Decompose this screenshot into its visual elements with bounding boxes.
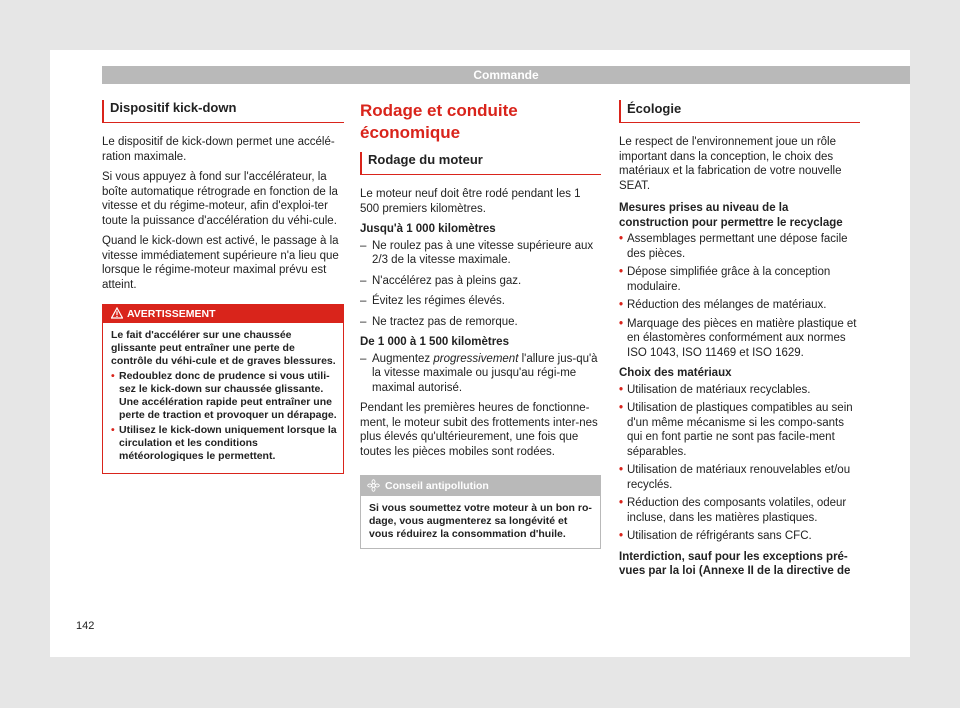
warning-item: • Utilisez le kick-down uniquement lorsque la circulation et les conditions météorologiques le permettent. [111, 424, 337, 463]
list-item: • Utilisation de réfrigérants sans CFC. [619, 529, 860, 544]
warning-body [103, 323, 343, 473]
heading-ecologie: Écologie [619, 100, 860, 123]
section-title-rodage: Rodage et conduite économique [360, 101, 518, 142]
list-item: • Réduction des mélanges de matériaux. [619, 298, 860, 313]
list-item: • Assemblages permettant une dépose facile des pièces. [619, 232, 860, 261]
list-item: – Évitez les régimes élevés. [360, 294, 601, 309]
manual-page [50, 50, 910, 657]
column-kick-down [102, 100, 344, 474]
paragraph: Le dispositif de kick-down permet une accélé-ration maximale. [102, 136, 335, 163]
warning-intro: Le fait d'accélérer sur une chaussée glissante peut entraîner une perte de contrôle du véhi-cule et de graves blessures. [111, 329, 336, 367]
list-item: • Réduction des composants volatiles, odeur incluse, dans les matières plastiques. [619, 496, 860, 525]
list-item-emphasis: progressivement [433, 352, 519, 365]
eco-tip-title: Conseil antipollution [385, 480, 489, 492]
warning-triangle-icon [111, 307, 123, 319]
paragraph: Si vous appuyez à fond sur l'accélérateur, la boîte automatique rétrograde en fonction de la vitesse et du régime-moteur, afin d'exploi-ter toute la puissance d'accélération du véhi-cule. [102, 171, 338, 227]
subheading: Mesures prises au niveau de la construction pour permettre le recyclage [619, 202, 843, 229]
paragraph: Le respect de l'environnement joue un rôle important dans la conception, le choix des matériaux et la fabrication de votre nouvelle SEAT. [619, 136, 842, 192]
warning-item: • Redoublez donc de prudence si vous utili-sez le kick-down sur chaussée glissante. Une accélération rapide peut entraîner une perte de traction et provoquer un dérapage. [111, 370, 337, 422]
warning-box [102, 304, 344, 474]
subheading: Jusqu'à 1 000 kilomètres [360, 223, 496, 235]
page-number: 142 [76, 620, 95, 632]
section-header: Commande [102, 66, 910, 84]
heading-rodage-moteur: Rodage du moteur [360, 152, 601, 175]
list-item: • Dépose simplifiée grâce à la conception modulaire. [619, 265, 860, 294]
eco-tip-header [361, 476, 600, 496]
list-item-text: l'allure jus-qu'à la vitesse maximale ou jusqu'au régi-me maximal autorisé. [372, 352, 598, 394]
list-item [360, 352, 601, 396]
paragraph: Pendant les premières heures de fonctionne-ment, le moteur subit des frottements inter-nes plus élevés qu'ultérieurement, une fois que toutes les pièces mobiles sont rodées. [360, 402, 598, 458]
list-item: – Ne tractez pas de remorque. [360, 315, 601, 330]
paragraph: Le moteur neuf doit être rodé pendant les 1 500 premiers kilomètres. [360, 188, 581, 215]
warning-header [103, 305, 343, 323]
list-item: • Marquage des pièces en matière plastique et en élastomères conformément aux normes ISO 1043, ISO 11469 et ISO 1629. [619, 317, 860, 361]
list-item: • Utilisation de matériaux renouvelables et/ou recyclés. [619, 463, 860, 492]
subheading: De 1 000 à 1 500 kilomètres [360, 336, 509, 348]
list-item: – N'accélérez pas à pleins gaz. [360, 274, 601, 289]
subheading: Interdiction, sauf pour les exceptions pré-vues par la loi (Annexe II de la directive de [619, 550, 851, 577]
column-rodage [360, 100, 601, 549]
leaf-flower-icon [367, 479, 380, 492]
list-item: – Ne roulez pas à une vitesse supérieure aux 2/3 de la vitesse maximale. [360, 239, 601, 268]
heading-kick-down: Dispositif kick-down [102, 100, 344, 123]
paragraph: Quand le kick-down est activé, le passage à la vitesse immédiatement supérieure n'a lieu que lorsque le régime-moteur maximal prévu est atteint. [102, 235, 339, 291]
column-ecologie [619, 100, 860, 581]
warning-title: AVERTISSEMENT [127, 308, 216, 320]
eco-tip-body: Si vous soumettez votre moteur à un bon ro-dage, vous augmenterez sa longévité et vous réduirez la consommation d'huile. [369, 502, 592, 540]
list-item: • Utilisation de matériaux recyclables. [619, 383, 860, 398]
subheading: Choix des matériaux [619, 367, 732, 379]
eco-tip-box [360, 475, 601, 549]
list-item: • Utilisation de plastiques compatibles au sein d'un même mécanisme si les compo-sants qui en font partie ne sont pas facile-ment séparables. [619, 401, 860, 459]
list-item-text: Augmentez [372, 352, 434, 365]
